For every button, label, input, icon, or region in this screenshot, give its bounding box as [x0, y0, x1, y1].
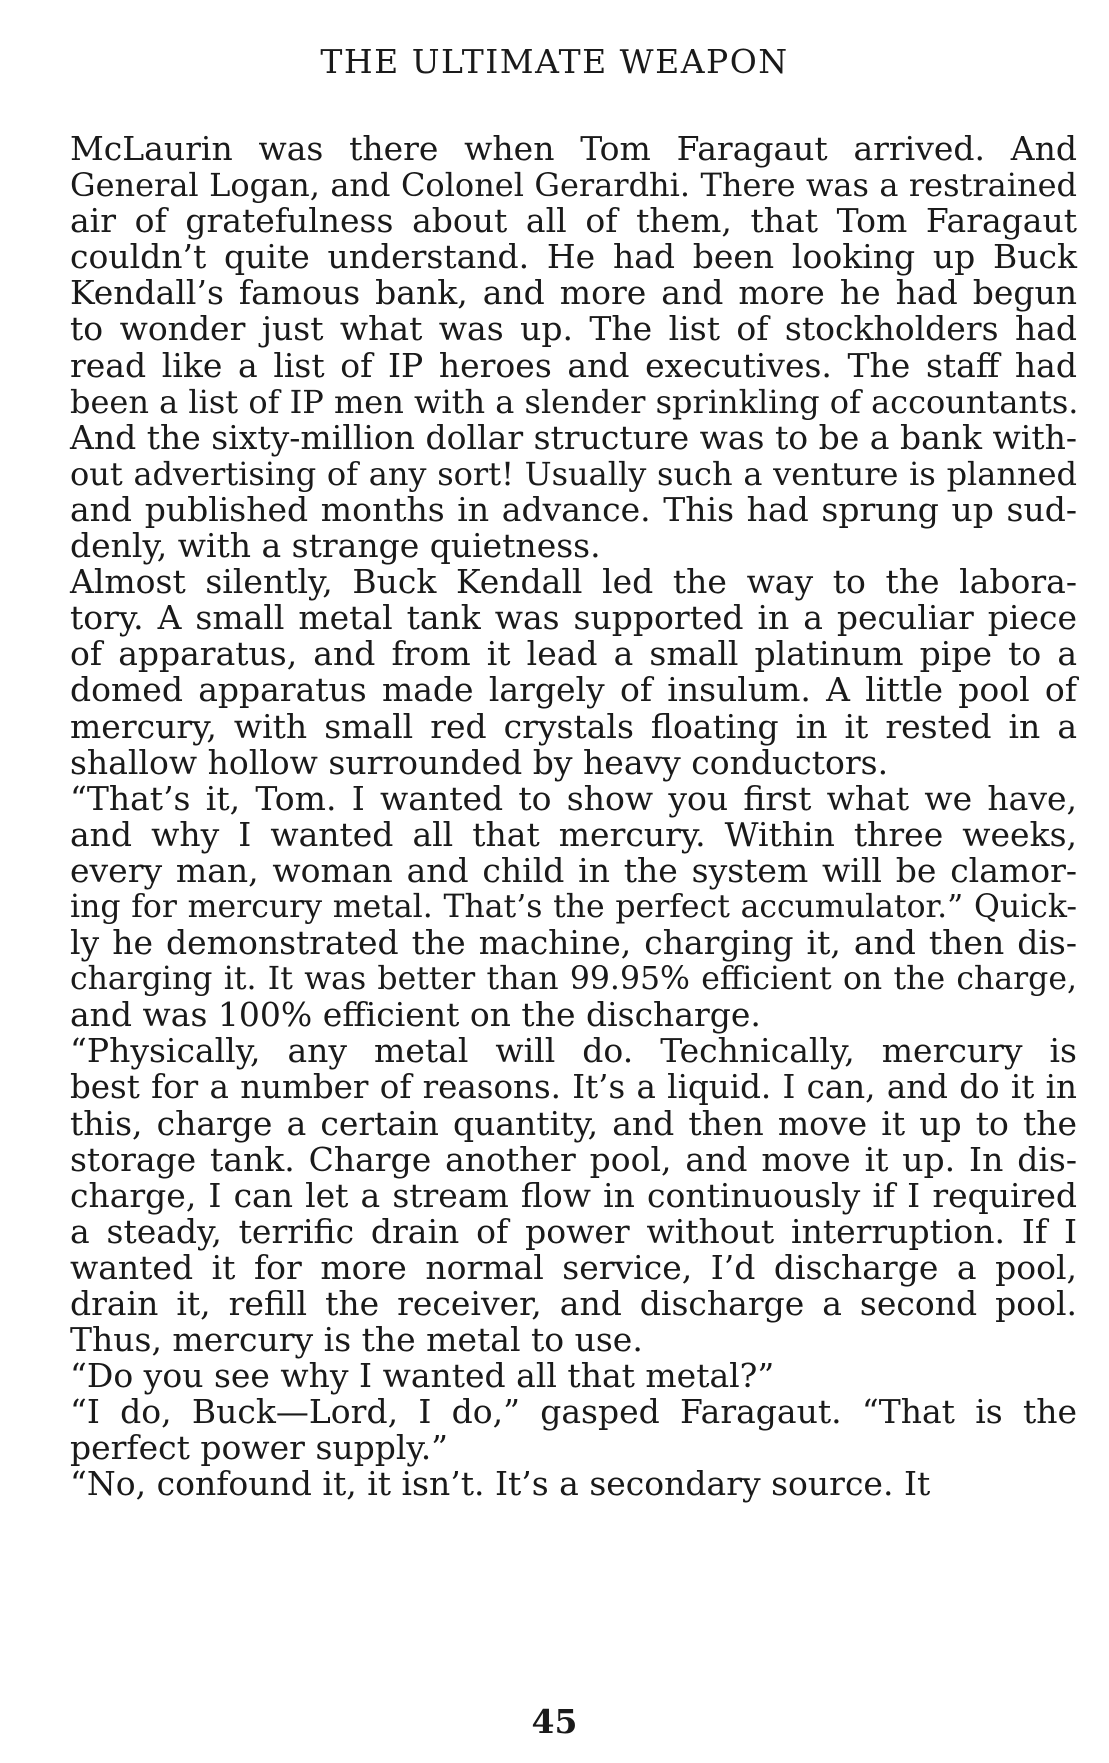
text-line: domed apparatus made largely of insulum. A little pool of — [70, 670, 1077, 710]
text-line: charge, I can let a stream flow in continuously if I required — [70, 1175, 1077, 1215]
paragraph — [26, 778, 1077, 1035]
text-line: McLaurin was there when Tom Faragaut arrived. And — [70, 129, 1077, 168]
text-line: and why I wanted all that mercury. Within three weeks, — [70, 814, 1077, 854]
text-line: to wonder just what was up. The list of stockholders had — [70, 309, 1077, 349]
text-line: perfect power supply.” — [70, 1428, 449, 1468]
text-line: air of gratefulness about all of them, that Tom Faragaut — [70, 201, 1077, 241]
text-line: ly he demonstrated the machine, charging it, and then dis- — [70, 923, 1077, 963]
text-line: shallow hollow surrounded by heavy conductors. — [70, 742, 889, 782]
text-line: Almost silently, Buck Kendall led the way to the labora- — [70, 562, 1077, 602]
text-line: Thus, mercury is the metal to use. — [70, 1320, 643, 1360]
text-line: out advertising of any sort! Usually such a venture is planned — [70, 454, 1077, 493]
text-line: this, charge a certain quantity, and then move it up to the — [70, 1103, 1077, 1143]
text-line: And the sixty-million dollar structure was to be a bank with- — [70, 417, 1077, 457]
paragraph — [26, 1033, 1077, 1358]
text-line: of apparatus, and from it lead a small platinum pipe to a — [70, 634, 1077, 674]
text-line: charging it. It was better than 99.95% efficient on the charge, — [70, 961, 1077, 998]
text-line: every man, woman and child in the system will be clamor- — [70, 850, 1077, 890]
paragraph — [26, 131, 1077, 564]
running-title: THE ULTIMATE WEAPON — [320, 42, 789, 81]
text-line: couldn’t quite understand. He had been looking up Buck — [70, 237, 1077, 277]
paragraph — [26, 564, 1077, 781]
text-line: best for a number of reasons. It’s a liquid. I can, and do it in — [70, 1068, 1077, 1107]
paragraph — [26, 1466, 1077, 1502]
text-line: and was 100% efficient on the discharge. — [70, 995, 761, 1035]
text-line: a steady, terrific drain of power without interruption. If I — [70, 1211, 1077, 1251]
text-line: Kendall’s famous bank, and more and more he had begun — [70, 273, 1077, 313]
text-line: “Physically, any metal will do. Technically, mercury is — [70, 1031, 1077, 1071]
text-line: “I do, Buck—Lord, I do,” gasped Faragaut. “That is the — [70, 1392, 1077, 1432]
text-line: “That’s it, Tom. I wanted to show you first what we have, — [70, 778, 1077, 818]
body-text — [26, 131, 1077, 1503]
text-line: read like a list of IP heroes and executives. The staff had — [70, 345, 1077, 385]
text-line: drain it, refill the receiver, and discharge a second pool. — [70, 1284, 1077, 1323]
text-line: “No, confound it, it isn’t. It’s a secondary source. It — [70, 1464, 931, 1504]
text-line: mercury, with small red crystals floating in it rested in a — [70, 706, 1077, 746]
text-line: ing for mercury metal. That’s the perfect accumulator.” Quick- — [70, 888, 1077, 925]
paragraph — [26, 1358, 1077, 1394]
text-line: and published months in advance. This had sprung up sud- — [70, 489, 1077, 529]
text-line: General Logan, and Colonel Gerardhi. There was a restrained — [70, 166, 1077, 205]
text-line: tory. A small metal tank was supported in a peculiar piece — [70, 598, 1077, 638]
text-line: “Do you see why I wanted all that metal?” — [70, 1356, 775, 1396]
text-line: been a list of IP men with a slender sprinkling of accountants. — [70, 382, 1079, 421]
text-line: storage tank. Charge another pool, and move it up. In dis- — [70, 1139, 1077, 1179]
text-line: denly, with a strange quietness. — [70, 526, 601, 566]
paragraph — [26, 1394, 1077, 1466]
text-line: wanted it for more normal service, I’d discharge a pool, — [70, 1247, 1077, 1287]
page-number: 45 — [531, 1702, 578, 1741]
